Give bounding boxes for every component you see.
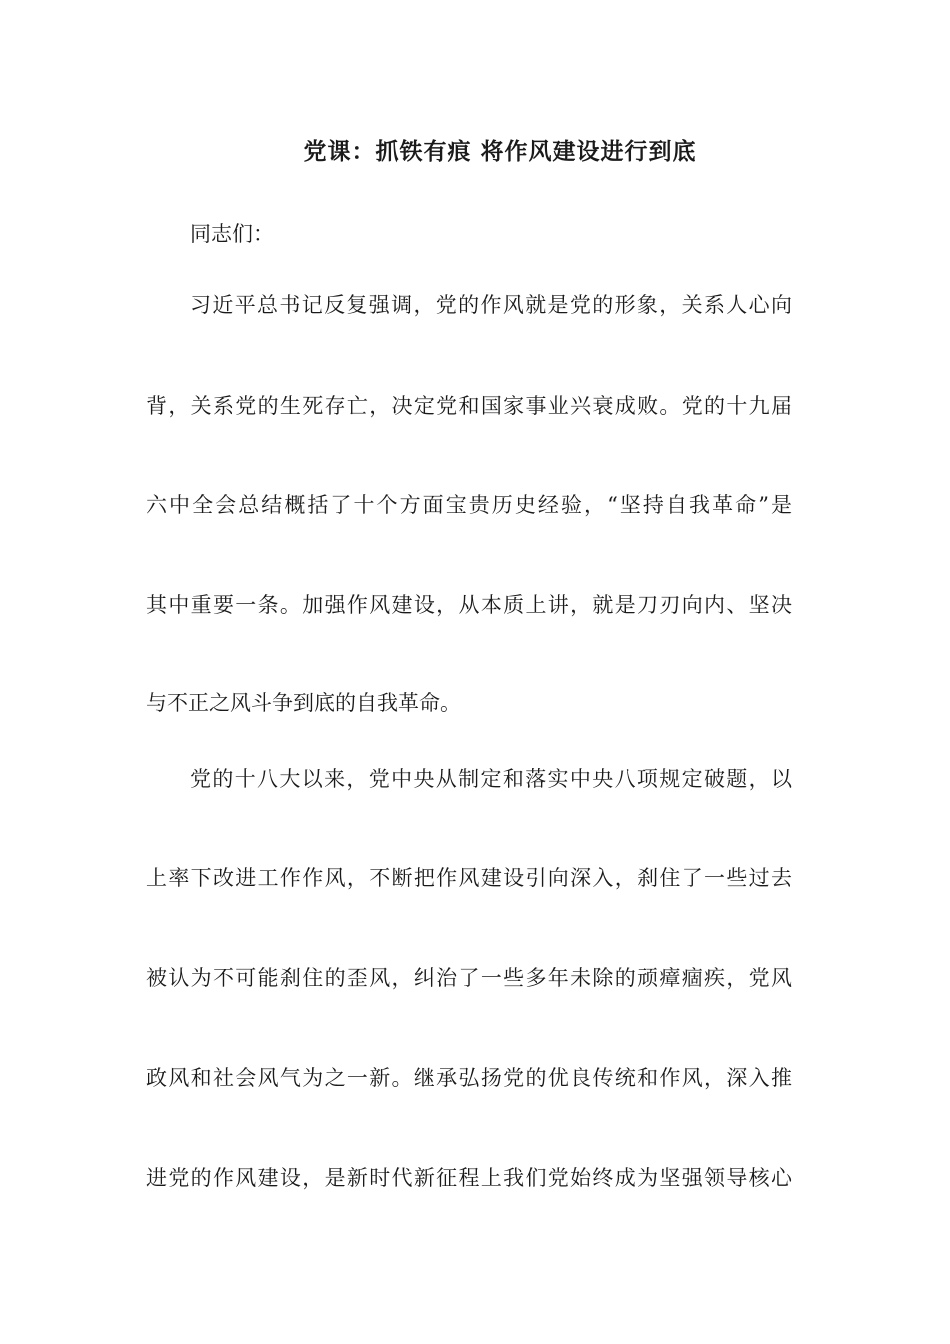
paragraph-1-line-2: 背，关系党的生死存亡，决定党和国家事业兴衰成败。党的十九届 — [146, 394, 792, 418]
paragraph-2-line-1: 党的十八大以来，党中央从制定和落实中央八项规定破题，以 — [190, 767, 792, 791]
paragraph-2-line-3: 被认为不可能刹住的歪风，纠治了一些多年未除的顽瘴痼疾，党风 — [146, 966, 792, 990]
paragraph-1-line-4: 其中重要一条。加强作风建设，从本质上讲，就是刀刃向内、坚决 — [146, 593, 792, 617]
paragraph-1-line-3: 六中全会总结概括了十个方面宝贵历史经验，“坚持自我革命”是 — [146, 493, 792, 517]
paragraph-2-line-2: 上率下改进工作作风，不断把作风建设引向深入，刹住了一些过去 — [146, 866, 792, 890]
paragraph-2-line-4: 政风和社会风气为之一新。继承弘扬党的优良传统和作风，深入推 — [146, 1066, 792, 1090]
paragraph-2-line-5: 进党的作风建设，是新时代新征程上我们党始终成为坚强领导核心 — [146, 1166, 792, 1190]
paragraph-1-line-5: 与不正之风斗争到底的自我革命。 — [146, 691, 461, 715]
salutation: 同志们： — [190, 222, 274, 246]
document-title: 党课：抓铁有痕 将作风建设进行到底 — [303, 138, 697, 165]
paragraph-1-line-1: 习近平总书记反复强调，党的作风就是党的形象，关系人心向 — [190, 293, 792, 317]
